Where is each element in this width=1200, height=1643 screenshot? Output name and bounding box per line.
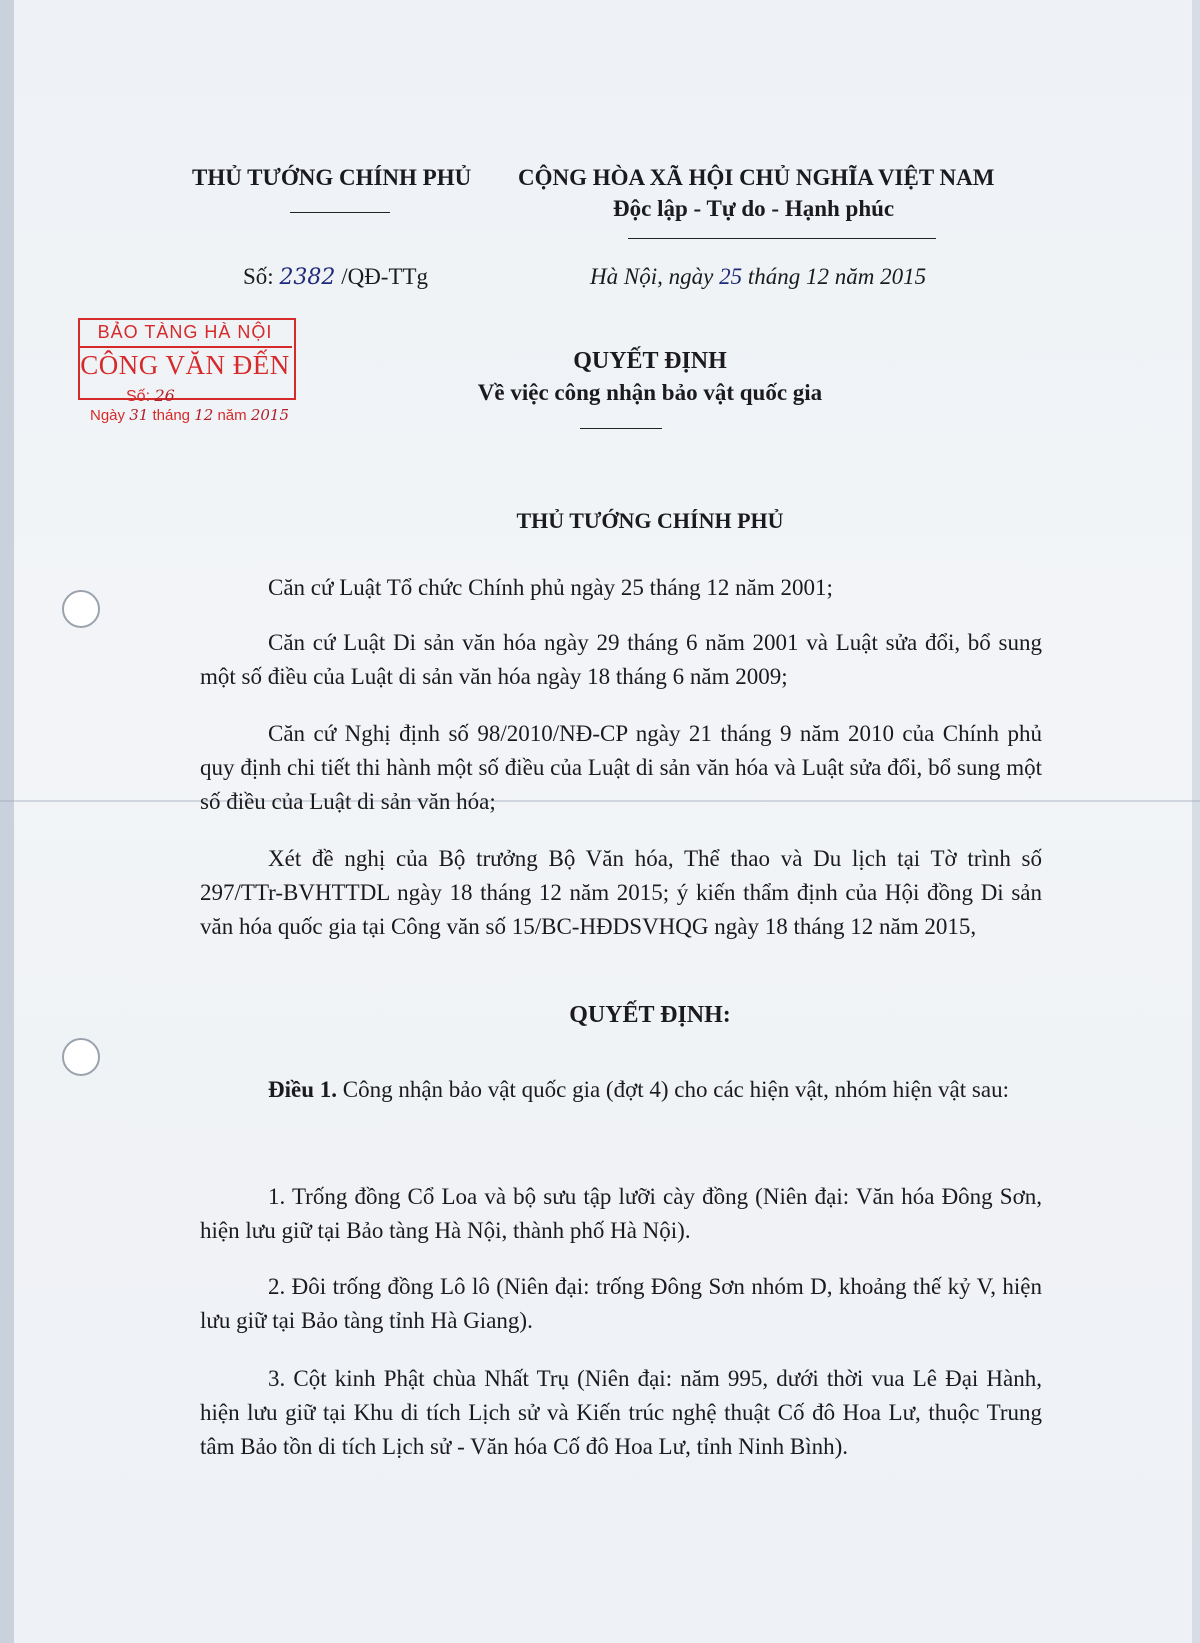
stamp-date: Ngày 31 tháng 12 năm 2015 <box>90 406 289 424</box>
punch-hole-upper <box>62 590 100 628</box>
article-1-item-3: 3. Cột kinh Phật chùa Nhất Trụ (Niên đại: năm 995, dưới thời vua Lê Đại Hành, hiện lưu giữ tại Khu di tích Lịch sử và Kiến trúc nghệ thuật Cố đô Hoa Lư, thuộc Trung tâm Bảo tồn di tích Lịch sử - Văn hóa Cố đô Hoa Lư, tỉnh Ninh Bình). <box>200 1366 1042 1459</box>
subtitle-underline <box>580 428 662 429</box>
document-subtitle: Về việc công nhận bảo vật quốc gia <box>477 380 823 405</box>
article-1-item-2: 2. Đôi trống đồng Lô lô (Niên đại: trống Đông Sơn nhóm D, khoảng thế kỷ V, hiện lưu giữ tại Bảo tàng tỉnh Hà Giang). <box>200 1274 1042 1333</box>
stamp-number: Số: 26 <box>126 386 175 405</box>
stamp-separator <box>78 346 292 348</box>
document-date: Hà Nội, ngày 25 tháng 12 năm 2015 <box>590 264 927 289</box>
scan-left-edge <box>0 0 14 1643</box>
document-title: QUYẾT ĐỊNH <box>573 348 727 374</box>
stamp-org: BẢO TÀNG HÀ NỘI <box>97 322 273 342</box>
nation-heading: CỘNG HÒA XÃ HỘI CHỦ NGHĨA VIỆT NAM <box>518 165 995 190</box>
punch-hole-lower <box>62 1038 100 1076</box>
scan-right-edge <box>1192 0 1200 1643</box>
motto: Độc lập - Tự do - Hạnh phúc <box>613 196 895 221</box>
handwritten-number: 2382 <box>279 265 336 290</box>
article-1 <box>200 1073 1042 1107</box>
issuer-underline <box>290 212 390 213</box>
motto-underline <box>628 238 936 239</box>
preamble-paragraph-4: Xét đề nghị của Bộ trưởng Bộ Văn hóa, Thể thao và Du lịch tại Tờ trình số 297/TTr-BVHTTDL ngày 18 tháng 12 năm 2015; ý kiến thẩm định của Hội đồng Di sản văn hóa quốc gia tại Công văn số 15/BC-HĐDSVHQG ngày 18 tháng 12 năm 2015, <box>200 846 1042 939</box>
article-1-text: Công nhận bảo vật quốc gia (đợt 4) cho các hiện vật, nhóm hiện vật sau: <box>337 1077 1009 1102</box>
handwritten-day: 25 <box>719 264 743 289</box>
article-1-label: Điều 1. <box>268 1077 337 1102</box>
stamp-label: CÔNG VĂN ĐẾN <box>80 350 290 380</box>
preamble-paragraph-1: Căn cứ Luật Tổ chức Chính phủ ngày 25 tháng 12 năm 2001; <box>268 575 833 600</box>
issuer-heading: THỦ TƯỚNG CHÍNH PHỦ <box>192 165 472 190</box>
incoming-stamp <box>78 318 300 424</box>
article-1-item-1: 1. Trống đồng Cổ Loa và bộ sưu tập lưỡi cày đồng (Niên đại: Văn hóa Đông Sơn, hiện lưu giữ tại Bảo tàng Hà Nội, thành phố Hà Nội). <box>200 1184 1042 1243</box>
preamble-paragraph-2: Căn cứ Luật Di sản văn hóa ngày 29 tháng 6 năm 2001 và Luật sửa đổi, bổ sung một số điều của Luật di sản văn hóa ngày 18 tháng 6 năm 2009; <box>200 630 1042 689</box>
document-number: Số: 2382 /QĐ-TTg <box>243 264 429 290</box>
decision-heading: QUYẾT ĐỊNH: <box>569 1002 731 1028</box>
preamble-paragraph-3: Căn cứ Nghị định số 98/2010/NĐ-CP ngày 21 tháng 9 năm 2010 của Chính phủ quy định chi tiết thi hành một số điều của Luật di sản văn hóa và Luật sửa đổi, bổ sung một số điều của Luật di sản văn hóa; <box>200 721 1042 814</box>
issuing-authority: THỦ TƯỚNG CHÍNH PHỦ <box>516 508 784 533</box>
